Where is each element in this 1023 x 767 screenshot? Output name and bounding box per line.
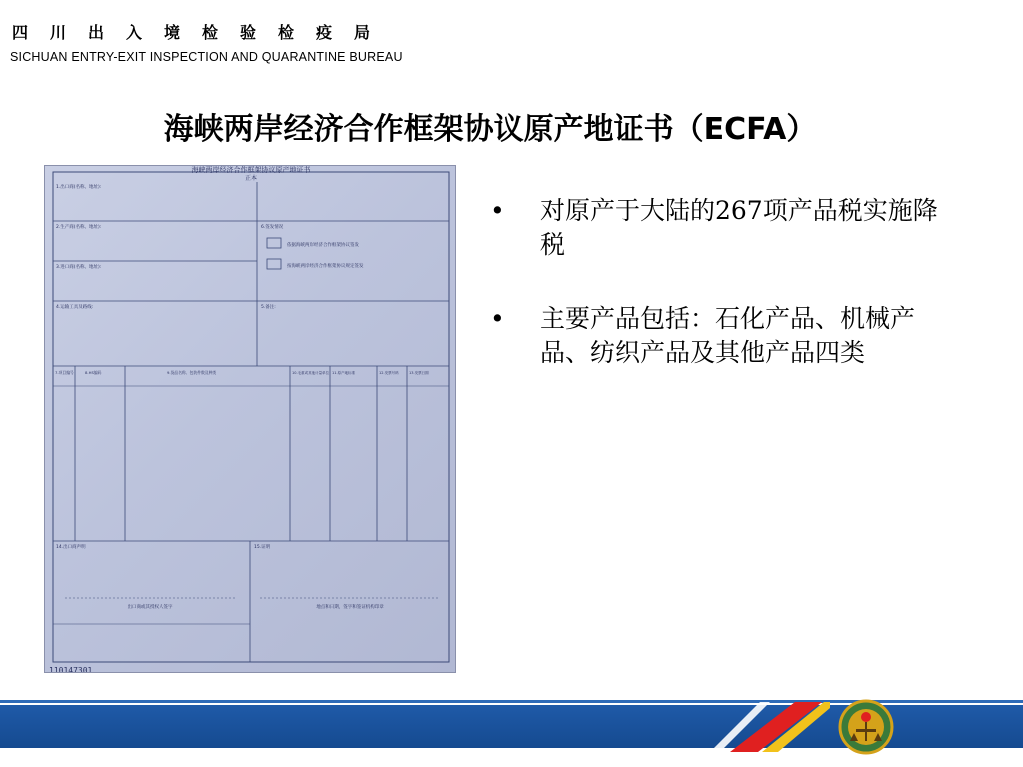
column-label: 13.发票日期 (409, 371, 429, 375)
org-name-en: SICHUAN ENTRY-EXIT INSPECTION AND QUARANTINE BUREAU (10, 50, 403, 64)
bullet-dot: • (490, 304, 505, 333)
signature-label: 地点和日期，签字和签证机构印章 (316, 605, 384, 610)
signature-label: 出口商或其授权人签字 (127, 605, 173, 610)
field-label: 6.签发情况 (261, 225, 284, 230)
bullet-item (490, 302, 960, 370)
org-name-cn: 四川出入境检验检疫局 (12, 23, 393, 42)
column-label: 8.HS编码 (85, 370, 102, 375)
column-label: 7.项目编号 (55, 370, 74, 375)
checkbox-label-1: 依据海峡两岸经济合作框架协议签发 (287, 243, 359, 248)
ciq-emblem-icon (838, 695, 894, 759)
field-label: 5.备注: (261, 305, 276, 310)
column-label: 10.毛重或其他计量单位 (292, 371, 330, 375)
bullet-item (490, 194, 960, 262)
bullet-text: 对原产于大陆的267项产品税实施降税 (540, 196, 938, 259)
column-label: 12.发票号码 (379, 371, 399, 375)
column-label: 9.货品名称、包装件数及种类 (167, 370, 217, 375)
form-serial: 110147301 (49, 666, 93, 674)
checkbox-label-2: 按海峡两岸经济合作框架协议规定签发 (287, 264, 364, 269)
field-label: 4.运输工具及路线: (56, 305, 94, 310)
field-label: 14.出口商声明 (56, 545, 86, 550)
form-subheading: 正本 (244, 175, 258, 182)
field-label: 1.出口商(名称、地址): (56, 185, 102, 190)
field-label: 2.生产商(名称、地址): (56, 225, 102, 230)
field-label: 15.证明 (254, 545, 271, 550)
certificate-form-photo (44, 165, 456, 673)
bullet-text: 主要产品包括：石化产品、机械产品、纺织产品及其他产品四类 (540, 304, 916, 367)
footer-stripes (700, 690, 830, 760)
form-heading: 海峡两岸经济合作框架协议原产地证书 (191, 166, 311, 174)
form-grid (45, 166, 456, 673)
bullet-list (490, 194, 960, 410)
slide-title: 海峡两岸经济合作框架协议原产地证书（ECFA） (163, 112, 817, 147)
field-label: 3.进口商(名称、地址): (56, 265, 102, 270)
column-label: 11.原产地标准 (332, 371, 356, 375)
bullet-dot: • (490, 196, 505, 225)
